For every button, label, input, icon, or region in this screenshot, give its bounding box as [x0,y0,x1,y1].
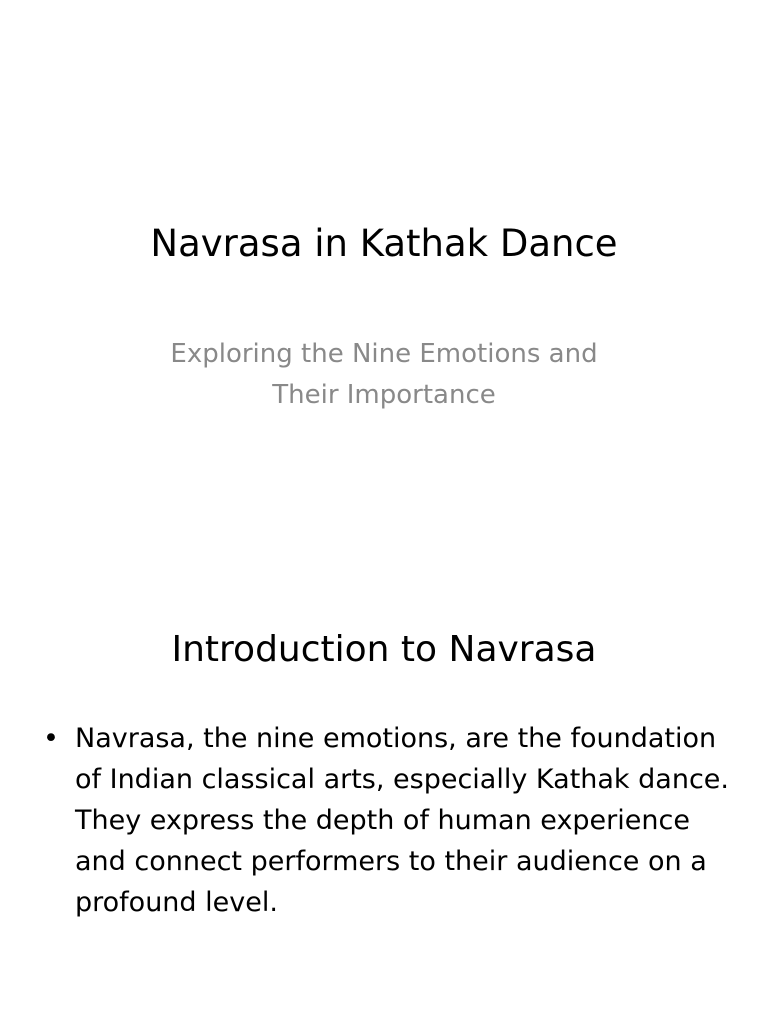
content-slide [0,512,768,1024]
slide-title: Introduction to Navrasa [171,629,597,670]
slide-subtitle: Exploring the Nine Emotions and Their Importance [170,339,598,410]
bullet-item [40,718,730,923]
slide-title: Navrasa in Kathak Dance [150,222,618,265]
bullet-list [40,718,730,923]
bullet-text: Navrasa, the nine emotions, are the foundation of Indian classical arts, especially Kathak dance. They express the depth of human experience and connect performers to their audience on a profound level. [75,723,729,918]
bullet-dot-icon: • [43,723,59,754]
